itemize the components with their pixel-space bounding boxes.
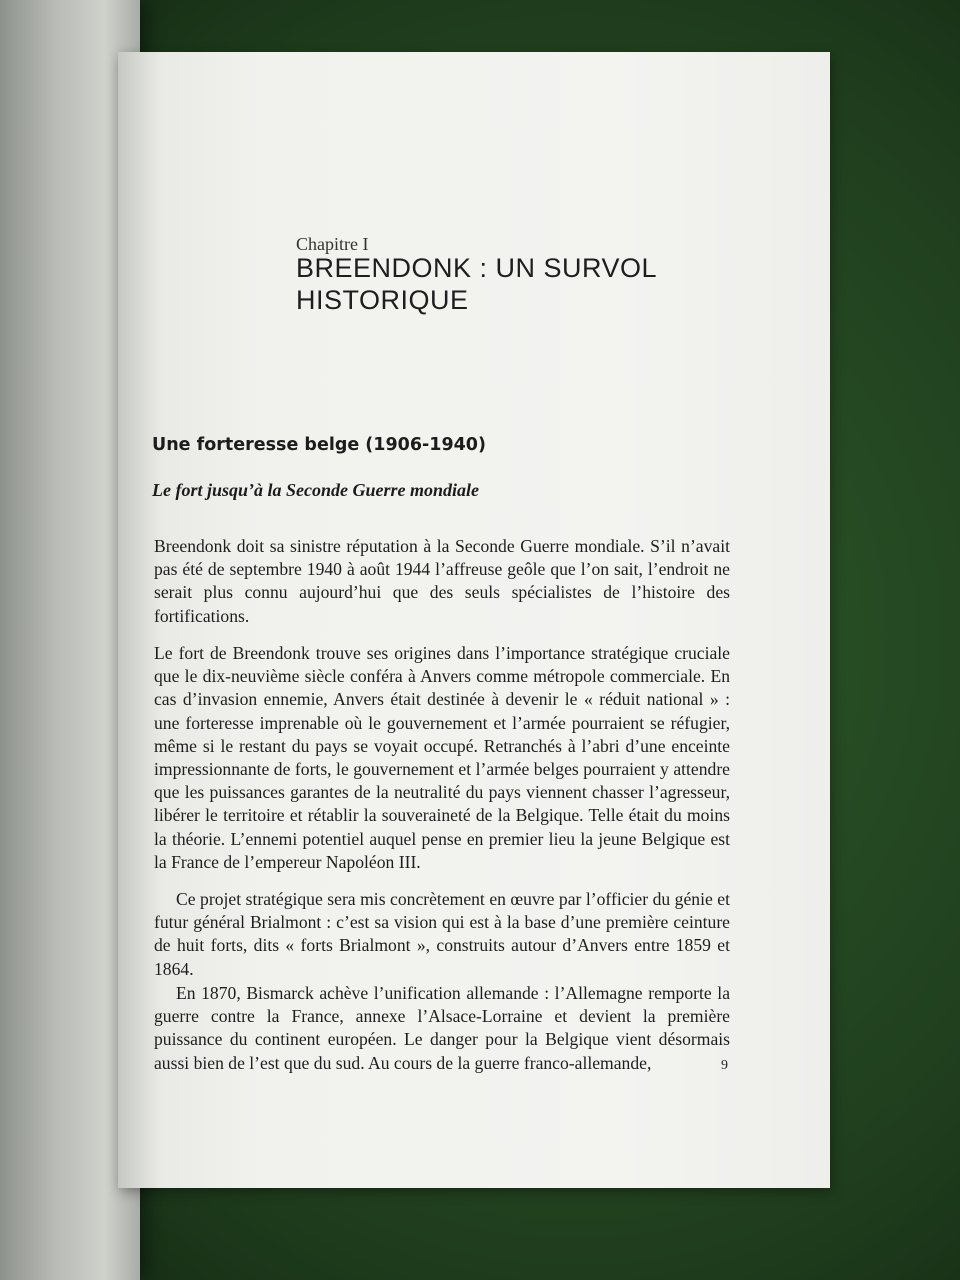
subsection-heading: Le fort jusqu’à la Seconde Guerre mondiale	[152, 480, 479, 500]
page-number: 9	[721, 1058, 728, 1073]
section-heading: Une forteresse belge (1906-1940)	[152, 435, 486, 455]
book-page	[118, 52, 830, 1188]
chapter-title: BREENDONK : UN SURVOL HISTORIQUE	[296, 253, 657, 315]
body-paragraph: Le fort de Breendonk trouve ses origines dans l’importance stratégique cruciale que le dix-neuvième siècle conféra à Anvers comme métropole commerciale. En cas d’invasion ennemie, Anvers était destinée à devenir le « réduit national » : une forteresse imprenable où le gouvernement et l’armée pourraient se réfugier, même si le restant du pays se voyait occupé. Retranchés à l’abri d’une enceinte impressionnante de forts, le gouvernement et l’armée belges pourraient y attendre que les puissances garantes de la neutralité du pays viennent chasser l’agresseur, libérer le territoire et rétablir la souveraineté de la Belgique. Telle était du moins la théorie. L’ennemi potentiel auquel pense en premier lieu la jeune Belgique est la France de l’empereur Napoléon III.	[154, 643, 730, 872]
body-paragraph: Breendonk doit sa sinistre réputation à la Seconde Guerre mondiale. S’il n’avait pas été de septembre 1940 à août 1944 l’affreuse geôle que l’on sait, l’endroit ne serait plus connu aujourd’hui que des seuls spécialistes de l’histoire des fortifications.	[154, 536, 730, 626]
body-paragraph: Ce projet stratégique sera mis concrètement en œuvre par l’officier du génie et futur général Brialmont : c’est sa vision qui est à la base d’une première ceinture de huit forts, dits « forts Brialmont », construits autour d’Anvers entre 1859 et 1864.	[154, 889, 730, 979]
body-paragraph: En 1870, Bismarck achève l’unification allemande : l’Allemagne remporte la guerre contre la France, annexe l’Alsace-Lorraine et devient la première puissance du continent européen. Le danger pour la Belgique vient désormais aussi bien de l’est que du sud. Au cours de la guerre franco-allemande,	[154, 983, 730, 1073]
chapter-label: Chapitre I	[296, 234, 369, 254]
